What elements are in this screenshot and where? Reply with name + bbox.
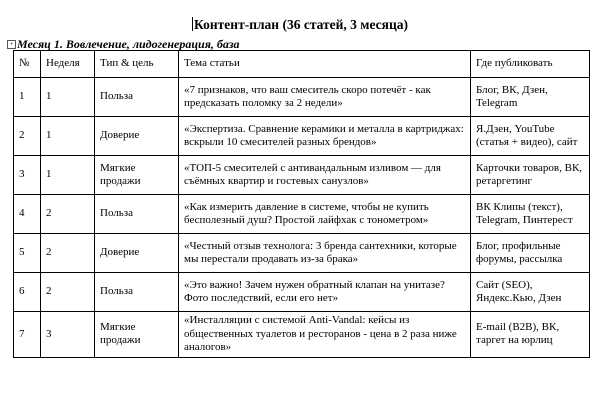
cell-type: Доверие [95,234,179,273]
cell-where: Блог, профильные форумы, рассылка [471,234,590,273]
header-number: № [14,51,41,78]
cell-number: 4 [14,195,41,234]
table-row [14,156,590,195]
cell-number: 1 [14,78,41,117]
cell-week: 1 [41,78,95,117]
cell-number: 7 [14,312,41,358]
cell-where: ВК Клипы (текст), Telegram, Пинтерест [471,195,590,234]
header-where: Где публиковать [471,51,590,78]
cell-topic: «7 признаков, что ваш смеситель скоро потечёт - как предсказать поломку за 2 недели» [179,78,471,117]
table-row [14,312,590,358]
cell-type: Польза [95,195,179,234]
cell-topic: «Это важно! Зачем нужен обратный клапан на унитазе? Фото последствий, если его нет» [179,273,471,312]
header-type-goal: Тип & цель [95,51,179,78]
cell-where: E-mail (B2B), ВК, таргет на юрлиц [471,312,590,358]
cell-week: 3 [41,312,95,358]
cell-topic: «Честный отзыв технолога: 3 бренда сантехники, которые мы перестали продавать из-за брака» [179,234,471,273]
document-title [0,17,600,33]
cell-number: 3 [14,156,41,195]
cell-week: 2 [41,195,95,234]
text-cursor [192,17,193,31]
cell-topic: «Инсталляции с системой Anti-Vandal: кейсы из общественных туалетов и ресторанов - цена в 2 раза ниже аналогов» [179,312,471,358]
cell-week: 2 [41,234,95,273]
cell-week: 1 [41,156,95,195]
cell-type: Мягкие продажи [95,156,179,195]
cell-week: 1 [41,117,95,156]
cell-where: Карточки товаров, ВК, ретаргетинг [471,156,590,195]
cell-topic: «Экспертиза. Сравнение керамики и металла в картриджах: вскрыли 10 смесителей разных брендов» [179,117,471,156]
cell-number: 2 [14,117,41,156]
document-title-text: Контент-план (36 статей, 3 месяца) [194,17,408,32]
cell-where: Сайт (SEO), Яндекс.Кью, Дзен [471,273,590,312]
table-row [14,195,590,234]
cell-where: Блог, ВК, Дзен, Telegram [471,78,590,117]
section-heading: Месяц 1. Вовлечение, лидогенерация, база [17,37,240,51]
table-row [14,234,590,273]
header-topic: Тема статьи [179,51,471,78]
cell-week: 2 [41,273,95,312]
content-plan-table [13,50,590,358]
cell-type: Польза [95,273,179,312]
cell-topic: «ТОП-5 смесителей с антивандальным изливом — для съёмных квартир и гостевых санузлов» [179,156,471,195]
cell-type: Польза [95,78,179,117]
cell-number: 5 [14,234,41,273]
cell-where: Я.Дзен, YouTube (статья + видео), сайт [471,117,590,156]
table-row [14,273,590,312]
cell-number: 6 [14,273,41,312]
header-week: Неделя [41,51,95,78]
cell-topic: «Как измерить давление в системе, чтобы не купить бесполезный душ? Простой лайфхак с тонометром» [179,195,471,234]
table-row [14,117,590,156]
table-move-handle-icon[interactable]: + [7,40,16,49]
table-header-row [14,51,590,78]
cell-type: Мягкие продажи [95,312,179,358]
table-row [14,78,590,117]
cell-type: Доверие [95,117,179,156]
